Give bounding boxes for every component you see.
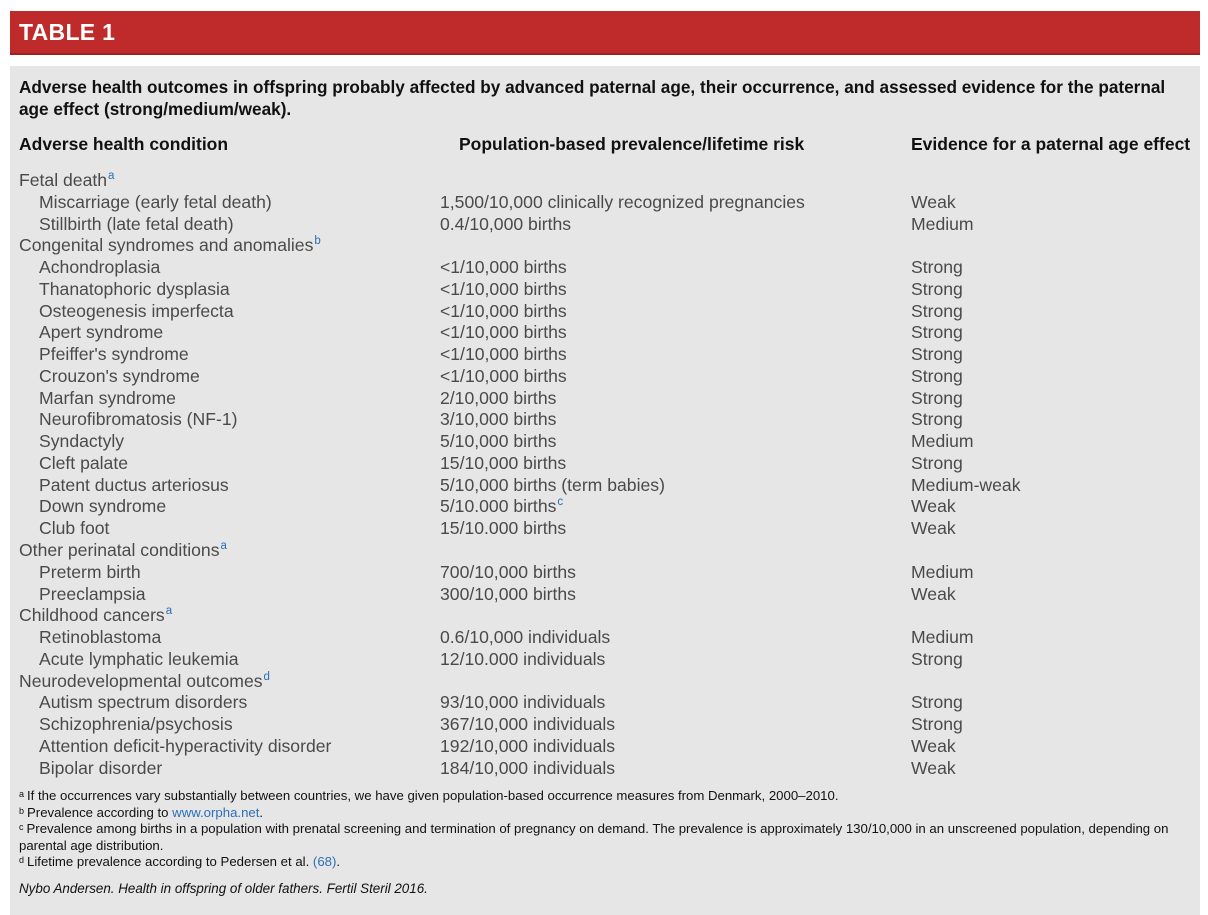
prevalence-cell: 5/10,000 births (term babies) [440, 474, 665, 495]
evidence-cell: Strong [911, 452, 963, 473]
prevalence-cell: 5/10,000 births [440, 431, 557, 452]
prevalence-cell: 700/10,000 births [440, 561, 576, 582]
condition-cell: Pfeiffer's syndrome [39, 344, 189, 365]
table-row [10, 279, 1200, 301]
table-row [10, 409, 1200, 431]
condition-cell: Achondroplasia [39, 257, 161, 278]
prevalence-cell: 184/10,000 individuals [440, 757, 616, 778]
evidence-cell: Medium [911, 627, 974, 648]
evidence-cell: Weak [911, 496, 956, 517]
condition-cell: Congenital syndromes and anomalies$^b$ [19, 235, 321, 256]
table-row [10, 649, 1200, 671]
evidence-cell: Strong [911, 278, 963, 299]
group-row [10, 605, 1200, 627]
table-label: TABLE 1 [19, 19, 116, 45]
condition-cell: Acute lymphatic leukemia [39, 648, 239, 669]
table-row [10, 431, 1200, 453]
prevalence-cell: 15/10.000 births [440, 518, 567, 539]
table-row [10, 388, 1200, 410]
table-row [10, 192, 1200, 214]
column-header-condition: Adverse health condition [19, 134, 229, 154]
footnote-marker[interactable]: a [108, 170, 115, 182]
condition-cell: Neurodevelopmental outcomes$^d$ [19, 670, 270, 691]
evidence-cell: Weak [911, 518, 956, 539]
table-row [10, 692, 1200, 714]
evidence-cell: Medium [911, 431, 974, 452]
table-panel [10, 66, 1200, 915]
evidence-cell: Weak [911, 191, 956, 212]
footnote-a: $^a$ If the occurrences vary substantially between countries, we have given population-based occurrence measures from Denmark, 2000–2010. [19, 788, 839, 803]
prevalence-cell: 0.6/10,000 individuals [440, 627, 611, 648]
footnote-marker[interactable]: d [263, 670, 270, 683]
footnote-b: $^b$ Prevalence according to www.orpha.net. [19, 804, 264, 820]
evidence-cell: Strong [911, 365, 963, 386]
evidence-cell: Strong [911, 714, 963, 735]
condition-cell: Autism spectrum disorders [39, 692, 248, 713]
table-row [10, 257, 1200, 279]
prevalence-cell: <1/10,000 births [440, 344, 567, 365]
table-row [10, 714, 1200, 736]
table-row [10, 562, 1200, 584]
condition-cell: Crouzon's syndrome [39, 365, 200, 386]
footnote-marker[interactable]: b [314, 235, 321, 248]
prevalence-cell: <1/10,000 births [440, 322, 567, 343]
condition-cell: Attention deficit-hyperactivity disorder [39, 735, 332, 756]
table-row [10, 627, 1200, 649]
evidence-cell: Strong [911, 409, 963, 430]
table-row [10, 366, 1200, 388]
evidence-cell: Strong [911, 387, 963, 408]
condition-cell: Bipolar disorder [39, 757, 163, 778]
column-header-prevalence: Population-based prevalence/lifetime risk [459, 134, 805, 154]
footnote-marker[interactable]: c [557, 496, 564, 509]
group-row [10, 671, 1200, 693]
prevalence-cell: 3/10,000 births [440, 409, 557, 430]
condition-cell: Marfan syndrome [39, 387, 176, 408]
prevalence-cell: <1/10,000 births [440, 365, 567, 386]
condition-cell: Patent ductus arteriosus [39, 474, 229, 495]
table-row [10, 584, 1200, 606]
table-row [10, 344, 1200, 366]
table-row [10, 758, 1200, 780]
condition-cell: Cleft palate [39, 452, 128, 473]
prevalence-cell: 93/10,000 individuals [440, 692, 606, 713]
prevalence-cell: 2/10,000 births [440, 387, 557, 408]
condition-cell: Retinoblastoma [39, 627, 162, 648]
prevalence-cell: <1/10,000 births [440, 278, 567, 299]
reference-link[interactable]: (68) [312, 854, 337, 870]
evidence-cell: Strong [911, 344, 963, 365]
table-row [10, 453, 1200, 475]
citation: Nybo Andersen. Health in offspring of older fathers. Fertil Steril 2016. [19, 881, 428, 896]
condition-cell: Syndactyly [39, 431, 125, 452]
footnote-marker[interactable]: a [165, 605, 173, 618]
evidence-cell: Medium [911, 213, 974, 234]
condition-cell: Schizophrenia/psychosis [39, 714, 233, 735]
evidence-cell: Weak [911, 757, 956, 778]
condition-cell: Osteogenesis imperfecta [39, 300, 234, 321]
evidence-cell: Strong [911, 648, 963, 669]
group-row [10, 235, 1200, 257]
footnote-marker[interactable]: a [220, 540, 227, 553]
column-header-evidence: Evidence for a paternal age effect [911, 134, 1191, 154]
condition-cell: Neurofibromatosis (NF-1) [39, 409, 238, 430]
evidence-cell: Medium [911, 561, 974, 582]
footnotes [19, 788, 1195, 871]
condition-cell: Preterm birth [39, 561, 141, 582]
table-body [10, 170, 1200, 779]
prevalence-cell: 12/10.000 individuals [440, 648, 606, 669]
table-row [10, 301, 1200, 323]
table-row [10, 518, 1200, 540]
prevalence-cell: 15/10,000 births [440, 452, 567, 473]
condition-cell: Other perinatal conditions$^a$ [19, 540, 227, 561]
orpha-link[interactable]: www.orpha.net [172, 804, 260, 820]
group-row [10, 540, 1200, 562]
prevalence-cell: 1,500/10,000 clinically recognized pregnancies [440, 191, 805, 212]
table-row [10, 496, 1200, 518]
condition-cell: Thanatophoric dysplasia [39, 278, 230, 299]
prevalence-cell: 5/10.000 births$^c$ [440, 496, 564, 517]
evidence-cell: Medium-weak [911, 474, 1021, 495]
condition-cell: Down syndrome [39, 496, 167, 517]
prevalence-cell: 0.4/10,000 births [440, 213, 572, 234]
group-row [10, 170, 1200, 192]
table-row [10, 736, 1200, 758]
footnote-c: $^c$ Prevalence among births in a population with prenatal screening and termination of pregnancy on demand. The prevalence is approximately 130/10,000 in an unscreened population, depending on parental age distribution. [19, 821, 1169, 853]
table-row [10, 322, 1200, 344]
condition-cell: Stillbirth (late fetal death) [39, 213, 234, 234]
evidence-cell: Strong [911, 300, 963, 321]
evidence-cell: Weak [911, 735, 956, 756]
table-caption: Adverse health outcomes in offspring probably affected by advanced paternal age, their occurrence, and assessed evidence for the paternal age effect (strong/medium/weak). [19, 77, 1166, 119]
prevalence-cell: 367/10,000 individuals [440, 714, 616, 735]
condition-cell: Apert syndrome [39, 322, 164, 343]
condition-cell: Miscarriage (early fetal death) [39, 191, 272, 212]
evidence-cell: Strong [911, 322, 963, 343]
table-row [10, 214, 1200, 236]
evidence-cell: Weak [911, 583, 956, 604]
condition-cell: Club foot [39, 518, 110, 539]
condition-cell: Preeclampsia [39, 583, 146, 604]
prevalence-cell: 300/10,000 births [440, 583, 576, 604]
footnote-d: $^d$ Lifetime prevalence according to Pedersen et al. (68). [19, 854, 341, 870]
table-header-bar [10, 11, 1200, 55]
prevalence-cell: <1/10,000 births [440, 257, 567, 278]
evidence-cell: Strong [911, 257, 963, 278]
condition-cell: Fetal death$^a$ [19, 170, 115, 190]
evidence-cell: Strong [911, 692, 963, 713]
prevalence-cell: <1/10,000 births [440, 300, 567, 321]
table-row [10, 475, 1200, 497]
condition-cell: Childhood cancers$^a$ [19, 605, 173, 626]
prevalence-cell: 192/10,000 individuals [440, 735, 616, 756]
